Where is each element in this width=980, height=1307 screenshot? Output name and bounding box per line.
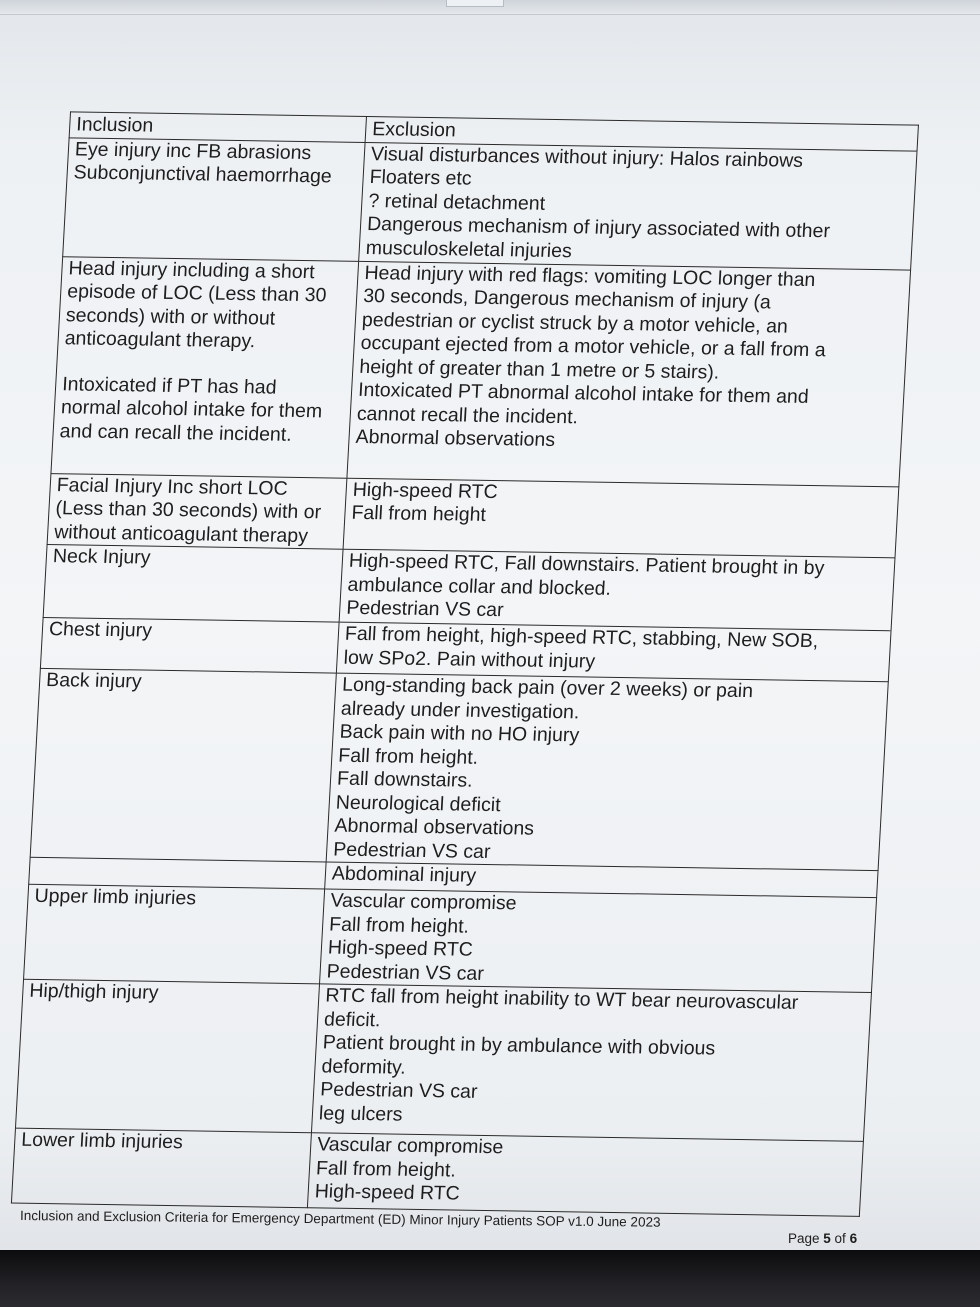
exclusion-line: Fall from height. — [315, 1156, 457, 1182]
inclusion-line: Neck Injury — [52, 545, 152, 569]
criteria-row — [51, 256, 911, 486]
inclusion-line: Upper limb injuries — [33, 884, 197, 910]
exclusion-line: Neurological deficit — [335, 791, 502, 816]
exclusion-line: leg ulcers — [318, 1101, 404, 1126]
inclusion-cell — [40, 617, 339, 673]
exclusion-cell — [307, 1133, 863, 1217]
page-of: of — [830, 1231, 850, 1246]
exclusion-line: Visual disturbances without injury: Halos rainbows — [370, 142, 804, 172]
inclusion-header: Inclusion — [69, 112, 366, 142]
exclusion-line: High-speed RTC — [314, 1180, 461, 1205]
exclusion-line: Pedestrian VS car — [319, 1078, 479, 1103]
inclusion-cell — [24, 884, 325, 984]
exclusion-line: ? retinal detachment — [367, 189, 546, 215]
exclusion-line: Long-standing back pain (over 2 weeks) or pain — [341, 673, 754, 703]
exclusion-line: Patient brought in by ambulance with obvious — [322, 1031, 716, 1060]
inclusion-cell — [30, 668, 336, 862]
exclusion-line: Fall from height — [350, 501, 487, 526]
window-top-strip — [0, 0, 980, 15]
exclusion-header: Exclusion — [365, 116, 918, 150]
exclusion-line: occupant ejected from a motor vehicle, or a fall from a — [360, 331, 827, 362]
exclusion-line: Pedestrian VS car — [326, 959, 485, 985]
exclusion-line: High-speed RTC — [327, 936, 474, 961]
exclusion-line: ambulance collar and blocked. — [347, 573, 612, 600]
exclusion-line: Fall from height. — [337, 744, 479, 769]
exclusion-line: Fall from height, high-speed RTC, stabbing, New SOB, — [344, 622, 819, 653]
exclusion-line: Fall from height. — [328, 913, 470, 938]
inclusion-line: and can recall the incident. — [59, 419, 293, 446]
exclusion-cell — [326, 673, 888, 871]
exclusion-cell — [347, 261, 911, 487]
exclusion-line: cannot recall the incident. — [356, 402, 579, 428]
inclusion-cell — [43, 545, 343, 623]
inclusion-line: episode of LOC (Less than 30 — [66, 280, 327, 307]
inclusion-line: Back injury — [45, 669, 143, 693]
exclusion-line: Pedestrian VS car — [345, 596, 505, 622]
inclusion-line: Chest injury — [48, 618, 153, 642]
monitor-bezel — [0, 1250, 980, 1307]
page-total: 6 — [849, 1231, 858, 1246]
criteria-body — [11, 137, 917, 1216]
inclusion-line: Intoxicated if PT has had — [61, 372, 278, 399]
inclusion-line: Facial Injury Inc short LOC — [56, 473, 289, 500]
exclusion-line: Fall downstairs. — [336, 767, 474, 792]
criteria-row — [30, 668, 888, 870]
criteria-row — [11, 1128, 863, 1216]
exclusion-line: High-speed RTC — [352, 478, 499, 503]
criteria-row — [24, 884, 877, 992]
document-page — [11, 111, 918, 1217]
exclusion-line: Back pain with no HO injury — [339, 720, 580, 747]
exclusion-line: Pedestrian VS car — [332, 838, 492, 863]
exclusion-line: deformity. — [320, 1054, 407, 1079]
footer-page-number — [788, 1231, 857, 1246]
exclusion-line: Dangerous mechanism of injury associated with other — [366, 213, 831, 243]
exclusion-cell — [320, 889, 877, 993]
inclusion-line: Subconjunctival haemorrhage — [73, 161, 333, 188]
inclusion-line: seconds) with or without — [65, 303, 276, 330]
criteria-table — [11, 111, 919, 1217]
exclusion-cell — [359, 142, 917, 270]
inclusion-line: Lower limb injuries — [20, 1128, 184, 1154]
inclusion-line: anticoagulant therapy. — [64, 327, 256, 353]
exclusion-cell — [339, 549, 895, 631]
page-current: 5 — [823, 1231, 831, 1246]
exclusion-line: Floaters etc — [369, 166, 473, 190]
exclusion-line: High-speed RTC, Fall downstairs. Patient brought in by — [348, 549, 825, 580]
inclusion-cell — [15, 979, 319, 1133]
exclusion-line: height of greater than 1 metre or 5 stairs). — [358, 355, 720, 384]
inclusion-line: (Less than 30 seconds) with or — [54, 497, 322, 524]
exclusion-line: already under investigation. — [340, 697, 581, 723]
inclusion-cell — [47, 473, 347, 549]
exclusion-line: Abnormal observations — [355, 425, 556, 451]
exclusion-line: Intoxicated PT abnormal alcohol intake for them and — [357, 378, 810, 408]
criteria-row — [43, 545, 895, 631]
footer-document-title: Inclusion and Exclusion Criteria for Emergency Department (ED) Minor Injury Patients SOP v1.0 June 2023 — [19, 1208, 661, 1230]
exclusion-line: pedestrian or cyclist struck by a motor vehicle, an — [361, 308, 789, 338]
inclusion-line: Head injury including a short — [67, 256, 316, 283]
criteria-row — [63, 137, 917, 269]
exclusion-line: Abnormal observations — [333, 814, 535, 840]
exclusion-line: low SPo2. Pain without injury — [343, 646, 596, 673]
criteria-row — [15, 979, 871, 1141]
inclusion-line: normal alcohol intake for them — [60, 396, 323, 423]
exclusion-line: Abdominal injury — [331, 862, 477, 887]
page-prefix: Page — [788, 1231, 824, 1246]
exclusion-line: musculoskeletal injuries — [365, 236, 573, 262]
inclusion-line: Hip/thigh injury — [28, 979, 159, 1004]
inclusion-cell — [63, 137, 365, 261]
inclusion-cell — [51, 256, 359, 477]
criteria-row — [47, 473, 899, 558]
exclusion-line: Vascular compromise — [329, 889, 518, 915]
inclusion-line: without anticoagulant therapy — [53, 520, 309, 547]
inclusion-line: Eye injury inc FB abrasions — [74, 137, 312, 164]
exclusion-cell — [311, 984, 871, 1142]
exclusion-cell — [343, 478, 899, 558]
exclusion-line: deficit. — [323, 1007, 382, 1031]
exclusion-line: Head injury with red flags: vomiting LOC longer than — [363, 261, 816, 291]
exclusion-cell — [336, 622, 891, 682]
exclusion-line: Vascular compromise — [316, 1133, 504, 1159]
exclusion-line: 30 seconds, Dangerous mechanism of injury (a — [362, 284, 772, 314]
exclusion-line: RTC fall from height inability to WT bear neurovascular — [324, 984, 799, 1014]
inclusion-cell — [11, 1128, 311, 1208]
window-tab-handle — [446, 0, 504, 7]
